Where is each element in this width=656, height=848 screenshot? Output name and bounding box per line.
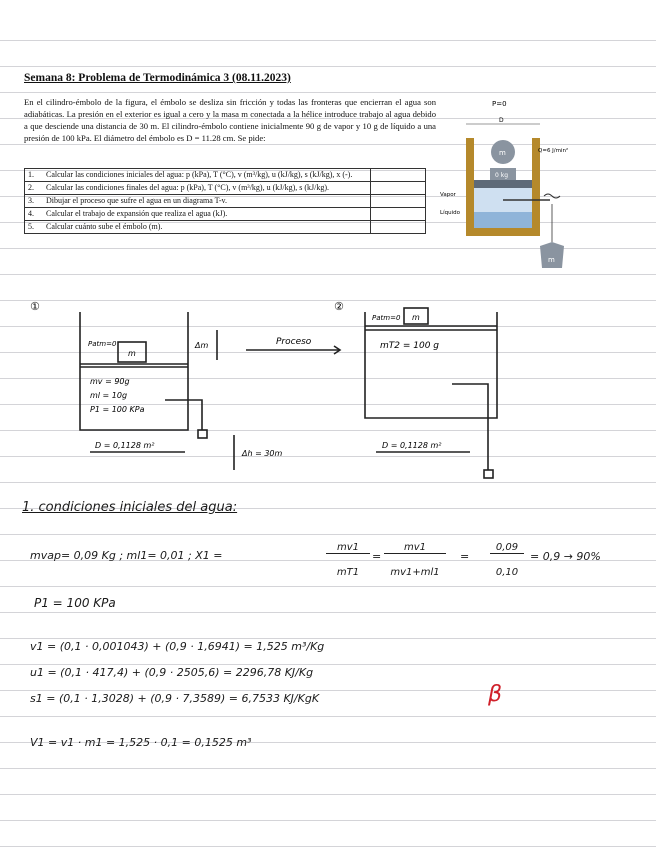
section-heading: 1. condiciones iniciales del agua: xyxy=(22,500,238,515)
cylinder-wall-left xyxy=(466,138,474,236)
sketch1-dm: Δm xyxy=(195,341,209,350)
weight-m-label: m xyxy=(499,149,506,157)
ruled-line xyxy=(0,794,656,795)
task-row xyxy=(25,169,426,182)
frac2-num: mv1 xyxy=(384,542,446,554)
sketch1-weight xyxy=(198,430,207,438)
task-row xyxy=(25,195,426,208)
sketch1-diameter: D = 0,1128 m² xyxy=(95,441,155,450)
page-title: Semana 8: Problema de Termodinámica 3 (08.11.2023) xyxy=(24,72,291,84)
piston xyxy=(474,180,532,188)
task-number: 5. xyxy=(25,221,44,234)
sketch1-ml: ml = 10g xyxy=(90,391,128,400)
task-number: 2. xyxy=(25,182,44,195)
task-table xyxy=(24,168,426,234)
p1-line: P1 = 100 KPa xyxy=(34,596,116,610)
ruled-line xyxy=(0,66,656,67)
state2-label: ② xyxy=(334,300,344,313)
frac3-den: 0,10 xyxy=(495,567,519,578)
spring-icon xyxy=(544,194,560,198)
cylinder-bottom xyxy=(466,228,540,236)
V1-line: V1 = v1 · m1 = 1,525 · 0,1 = 0,1525 m³ xyxy=(30,736,252,749)
task-number: 4. xyxy=(25,208,44,221)
sketch2-mt: mT2 = 100 g xyxy=(380,341,440,351)
frac1-num: mv1 xyxy=(326,542,370,554)
task-number: 1. xyxy=(25,169,44,182)
task-answer-cell xyxy=(371,221,426,234)
ruled-line xyxy=(0,716,656,717)
task-row xyxy=(25,182,426,195)
task-answer-cell xyxy=(371,208,426,221)
task-row xyxy=(25,208,426,221)
task-text: Calcular las condiciones finales del agua: p (kPa), T (°C), v (m³/kg), u (kJ/kg), s (kJ/kg). xyxy=(43,182,371,195)
red-note: β xyxy=(488,682,503,707)
eq-sign: = xyxy=(372,550,382,563)
sketch1-p1: P1 = 100 KPa xyxy=(90,405,145,414)
sketch1-mv: mv = 90g xyxy=(90,377,130,386)
vapor-label: Vapor xyxy=(440,192,456,198)
task-answer-cell xyxy=(371,169,426,182)
frac3-num: 0,09 xyxy=(490,542,524,554)
problem-figure xyxy=(440,96,590,276)
task-answer-cell xyxy=(371,195,426,208)
liquid-label: Líquido xyxy=(440,210,460,216)
task-number: 3. xyxy=(25,195,44,208)
hanging-m-label: m xyxy=(548,256,555,264)
task-answer-cell xyxy=(371,182,426,195)
sketch2-m: m xyxy=(412,313,420,322)
state1-label: ① xyxy=(30,300,40,313)
u1-line: u1 = (0,1 · 417,4) + (0,9 · 2505,6) = 2296,78 KJ/Kg xyxy=(30,666,314,679)
eq-sign-2: = xyxy=(460,550,470,563)
hand-sketch xyxy=(0,290,656,490)
task-text: Calcular las condiciones iniciales del agua: p (kPa), T (°C), v (m³/kg), u (kJ/kg), s (kJ/kg), x (-). xyxy=(43,169,371,182)
task-row xyxy=(25,221,426,234)
ruled-line xyxy=(0,612,656,613)
sketch2-weight xyxy=(484,470,493,478)
mass-line: mvap= 0,09 Kg ; ml1= 0,01 ; X1 = xyxy=(30,549,223,562)
frac2-den: mv1+ml1 xyxy=(390,567,440,578)
task-text: Calcular cuánto sube el émbolo (m). xyxy=(43,221,371,234)
ruled-line xyxy=(0,92,656,93)
ruled-line xyxy=(0,690,656,691)
ruled-line xyxy=(0,40,656,41)
figure-d-label: D xyxy=(499,117,504,124)
ruled-line xyxy=(0,638,656,639)
mass-label: 0 kg xyxy=(495,172,509,179)
sketch1-paddle xyxy=(165,400,202,430)
ruled-line xyxy=(0,534,656,535)
frac1-den: mT1 xyxy=(336,567,360,578)
ruled-line xyxy=(0,768,656,769)
figure-p-label: P=0 xyxy=(492,100,507,108)
s1-line: s1 = (0,1 · 1,3028) + (0,9 · 7,3589) = 6,7533 KJ/KgK xyxy=(30,692,320,705)
ruled-line xyxy=(0,820,656,821)
sketch1-patm: Patm=0 xyxy=(88,340,117,348)
ruled-line xyxy=(0,586,656,587)
sketch2-patm: Patm=0 xyxy=(372,314,401,322)
hanging-mass xyxy=(540,242,564,268)
ruled-line xyxy=(0,664,656,665)
problem-statement: En el cilindro-émbolo de la figura, el émbolo se desliza sin fricción y todas las fronteras que encierran el agua son adiabáticas. La presión en el exterior es igual a cero y la masa m conectada a la hélice introduce trabajo al agua debido a que desciende una distancia de 30 m. El cilindro-émbolo contiene inicialmente 90 g de vapor y 10 g de líquido a una presión de 100 kPa. El diámetro del émbolo es D = 11.28 cm. Se pide: xyxy=(24,97,436,143)
v1-line: v1 = (0,1 · 0,001043) + (0,9 · 1,6941) = 1,525 m³/Kg xyxy=(30,640,325,653)
sketch2-paddle xyxy=(452,384,488,470)
x1-result: = 0,9 → 90% xyxy=(530,550,601,563)
sketch1-m: m xyxy=(128,349,136,358)
process-label: Proceso xyxy=(276,337,312,347)
sketch2-cylinder xyxy=(365,312,497,418)
q-label: Q=6 J/min² xyxy=(538,148,569,154)
liquid-region xyxy=(474,212,532,228)
sketch2-diameter: D = 0,1128 m² xyxy=(382,441,442,450)
task-text: Calcular el trabajo de expansión que realiza el agua (kJ). xyxy=(43,208,371,221)
drop-label: Δh = 30m xyxy=(242,449,283,458)
task-text: Dibujar el proceso que sufre el agua en un diagrama T-v. xyxy=(43,195,371,208)
ruled-line xyxy=(0,846,656,847)
